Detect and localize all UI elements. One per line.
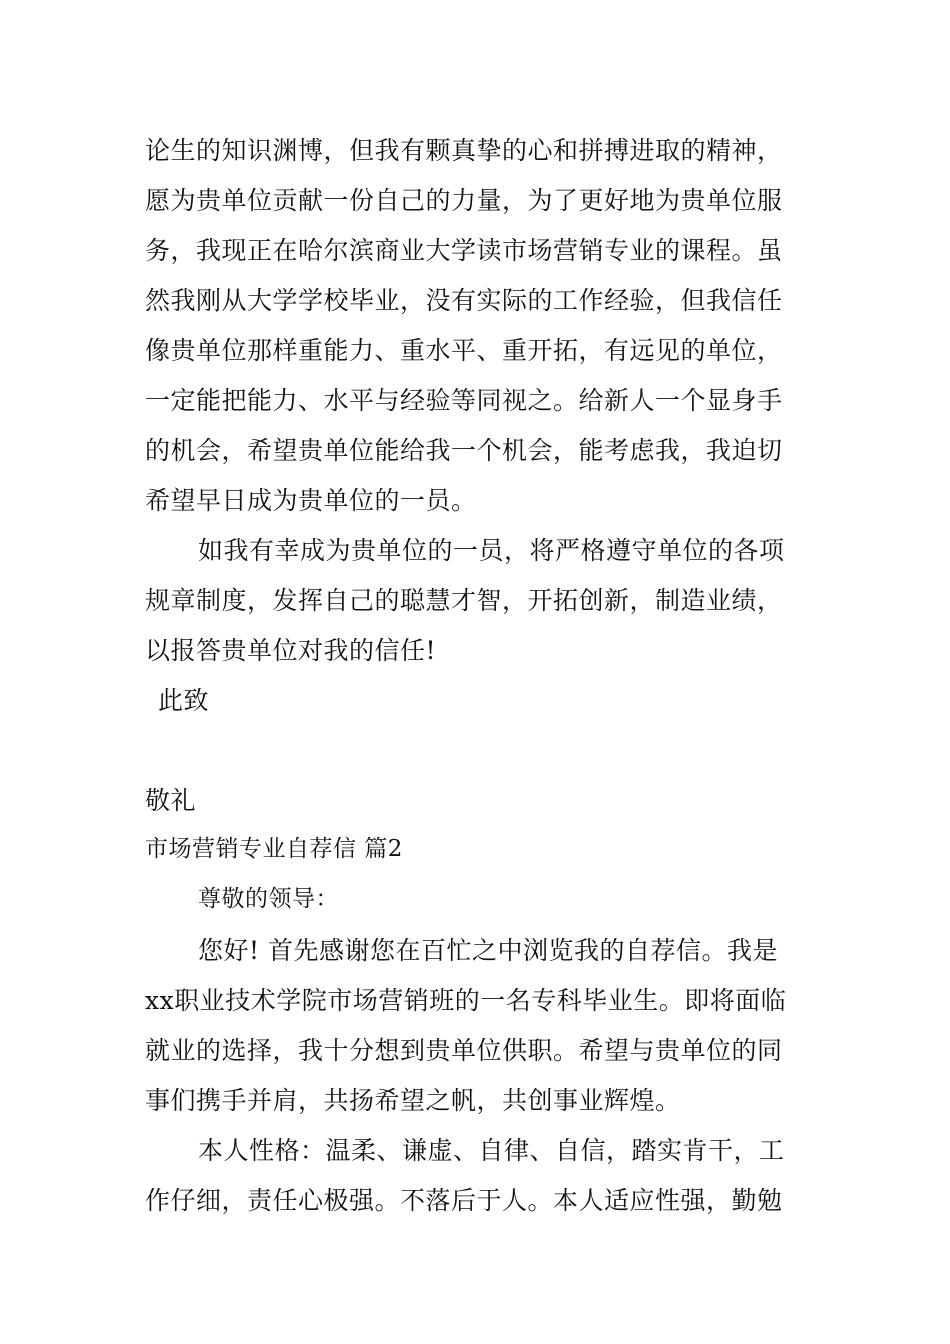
text-line: 然我刚从大学学校毕业，没有实际的工作经验，但我信任 <box>145 286 783 315</box>
text-line: 如我有幸成为贵单位的一员，将严格遵守单位的各项 <box>198 536 785 565</box>
text-line: 愿为贵单位贡献一份自己的力量，为了更好地为贵单位服 <box>145 186 783 215</box>
text-line: 事们携手并肩，共扬希望之帆，共创事业辉煌。 <box>145 1086 681 1115</box>
text-line: 的机会，希望贵单位能给我一个机会，能考虑我，我迫切 <box>145 436 783 465</box>
closing-zhizhi: 此致 <box>158 686 210 715</box>
text-line: 希望早日成为贵单位的一员。 <box>145 486 477 515</box>
text-line: 本人性格：温柔、谦虚、自律、自信，踏实肯干，工 <box>198 1136 785 1165</box>
text-line: 作仔细，责任心极强。不落后于人。本人适应性强，勤勉 <box>145 1186 783 1215</box>
salutation: 尊敬的领导： <box>198 886 339 912</box>
text-line: 您好! 首先感谢您在百忙之中浏览我的自荐信。我是 <box>198 936 778 965</box>
text-line: 就业的选择，我十分想到贵单位供职。希望与贵单位的同 <box>145 1036 783 1065</box>
text-line: 一定能把能力、水平与经验等同视之。给新人一个显身手 <box>145 386 783 415</box>
section-title: 市场营销专业自荐信 篇2 <box>145 836 403 862</box>
text-line: 规章制度，发挥自己的聪慧才智，开拓创新，制造业绩， <box>145 586 783 615</box>
closing-jingli: 敬礼 <box>145 786 197 815</box>
text-line: 以报答贵单位对我的信任! <box>145 636 437 665</box>
text-line: 像贵单位那样重能力、重水平、重开拓，有远见的单位， <box>145 336 783 365</box>
text-line: 务，我现正在哈尔滨商业大学读市场营销专业的课程。虽 <box>145 236 783 265</box>
text-line: xx职业技术学院市场营销班的一名专科毕业生。即将面临 <box>145 986 787 1015</box>
text-line: 论生的知识渊博，但我有颗真挚的心和拼搏进取的精神， <box>145 136 783 165</box>
